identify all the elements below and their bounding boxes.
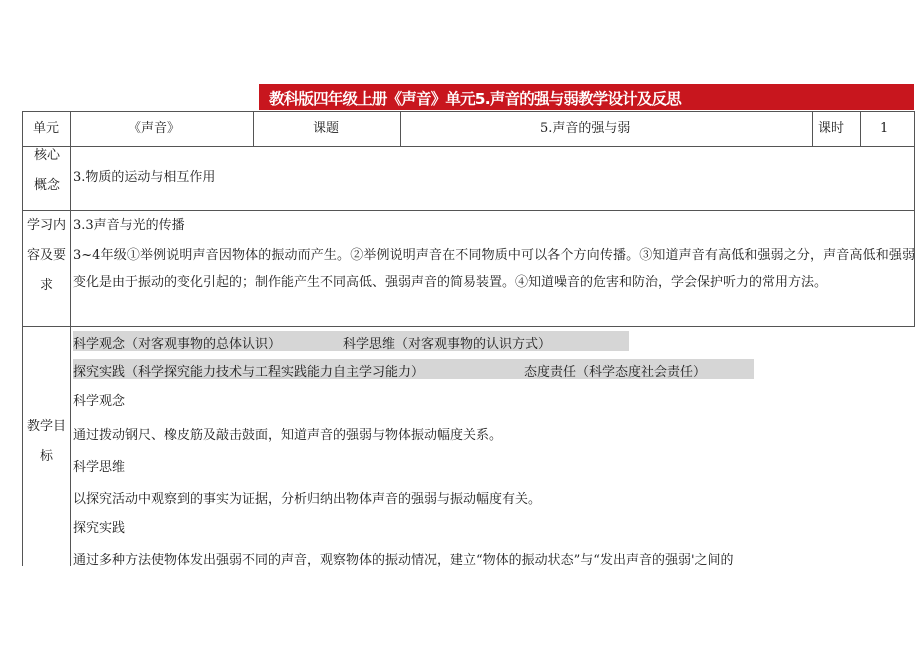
dimension-inquiry-practice: 探究实践（科学探究能力技术与工程实践能力自主学习能力） bbox=[73, 365, 425, 380]
period-label: 课时 bbox=[818, 121, 845, 136]
learning-content-label: 容及要 bbox=[27, 248, 67, 263]
document-title: 教科版四年级上册《声音》单元5.声音的强与弱教学设计及反思 bbox=[269, 90, 681, 108]
goal-text-practice: 通过多种方法使物体发出强弱不同的声音，观察物体的振动情况，建立“物体的振动状态”与“发出声音的强弱'之间的 bbox=[73, 553, 734, 568]
topic-value: 5.声音的强与弱 bbox=[540, 121, 631, 136]
goal-heading-practice: 探究实践 bbox=[73, 521, 126, 536]
table-border bbox=[253, 111, 254, 146]
core-concept-label: 概念 bbox=[34, 178, 61, 193]
table-border bbox=[22, 111, 23, 566]
title-banner bbox=[259, 84, 914, 110]
learning-content-text: 3~4年级①举例说明声音因物体的振动而产生。②举例说明声音在不同物质中可以各个方向传播。③知道声音有高低和强弱之分，声音高低和强弱变化是由于振动的变化引起的；制作能产生不同高低、强弱声音的简易装置。④知道噪音的危害和防治，学会保护听力的常用方法。 bbox=[73, 248, 915, 290]
learning-content-label: 求 bbox=[40, 278, 54, 293]
table-border bbox=[22, 111, 915, 112]
table-border bbox=[812, 111, 813, 146]
period-value: 1 bbox=[880, 121, 889, 136]
unit-label: 单元 bbox=[33, 121, 60, 136]
topic-label: 课题 bbox=[313, 121, 340, 136]
goal-text-thinking: 以探究活动中观察到的事实为证据，分析归纳出物体声音的强弱与振动幅度有关。 bbox=[73, 492, 542, 507]
teaching-goals-label: 教学目 bbox=[27, 419, 67, 434]
unit-value: 《声音》 bbox=[128, 121, 181, 136]
goal-heading-thinking: 科学思维 bbox=[73, 460, 126, 475]
learning-content-label: 学习内 bbox=[27, 218, 67, 233]
table-border bbox=[860, 111, 861, 146]
learning-content-heading: 3.3声音与光的传播 bbox=[73, 218, 185, 233]
dimension-science-concept: 科学观念（对客观事物的总体认识） bbox=[73, 337, 282, 352]
goal-heading-concept: 科学观念 bbox=[73, 394, 126, 409]
table-border bbox=[70, 111, 71, 566]
core-concept-label: 核心 bbox=[34, 148, 61, 163]
goal-text-concept: 通过拨动钢尺、橡皮筋及敲击鼓面，知道声音的强弱与物体振动幅度关系。 bbox=[73, 428, 503, 443]
table-border bbox=[400, 111, 401, 146]
table-border bbox=[22, 146, 915, 147]
core-concept-value: 3.物质的运动与相互作用 bbox=[73, 170, 216, 185]
teaching-goals-label: 标 bbox=[40, 449, 54, 464]
dimension-science-thinking: 科学思维（对客观事物的认识方式） bbox=[343, 337, 552, 352]
dimension-attitude: 态度责任（科学态度社会责任） bbox=[524, 365, 707, 380]
table-border bbox=[22, 210, 915, 211]
table-border bbox=[22, 326, 915, 327]
